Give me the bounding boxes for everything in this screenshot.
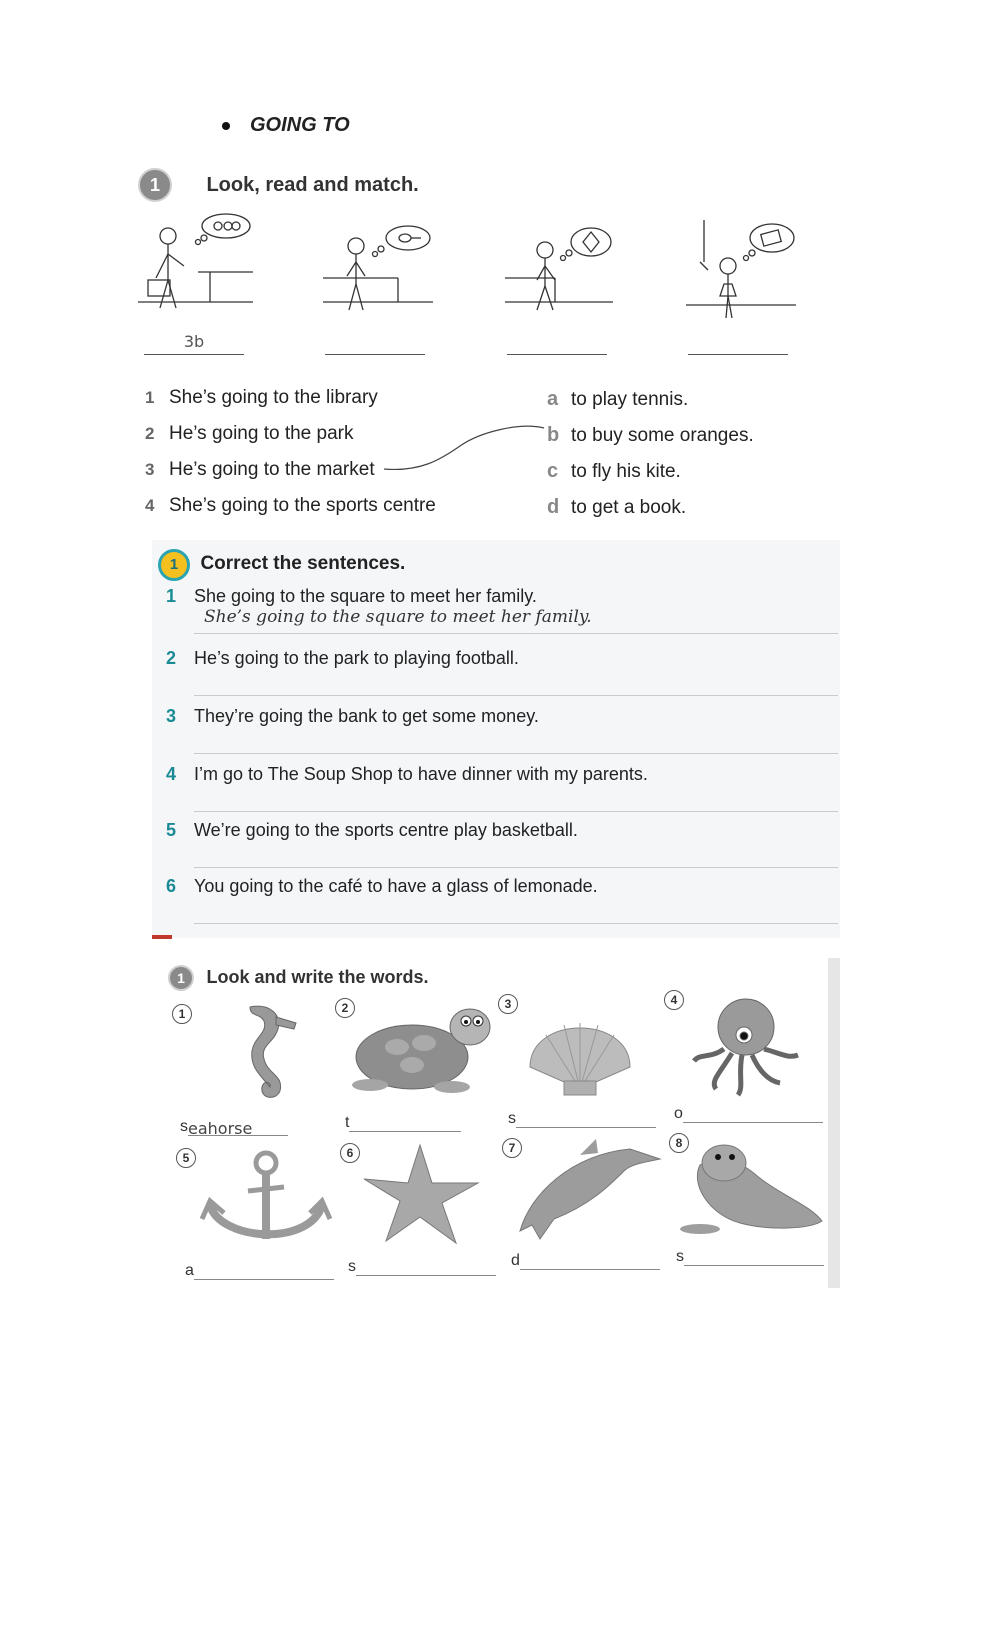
word-fill [194,1263,334,1280]
sea-pictures-row2 [180,1135,830,1255]
picture-man-market [138,214,253,308]
left-item[interactable] [145,380,436,416]
right-item[interactable] [547,381,754,417]
answer-line[interactable] [194,727,838,754]
sentence-number: 2 [166,648,177,668]
match-right-list [547,381,754,525]
answer-line[interactable] [194,841,838,868]
item-text: to fly his kite. [571,461,681,482]
item-text: to get a book. [571,497,687,518]
sentence-content: He’s going to the park to playing football. [194,648,519,668]
sentence-list [166,586,838,932]
first-letter: d [511,1252,520,1269]
sentence-text [166,876,838,897]
sentence-text [166,820,838,841]
dolphin-picture [520,1139,660,1239]
seahorse-picture [250,1006,296,1097]
word-answer-4[interactable] [674,1105,823,1123]
exercise3-header [168,965,428,991]
title-text: GOING TO [250,114,350,136]
word-answer-1[interactable] [180,1118,288,1136]
sentence-item [166,648,838,706]
picture-girl-tennis [323,226,433,310]
answer-line[interactable]: She’s going to the square to meet her family. [194,607,838,634]
sentence-item [166,764,838,820]
answer-line-4[interactable] [688,332,788,355]
item-number: 4 [145,496,155,515]
sentence-content: I’m go to The Soup Shop to have dinner with my parents. [194,764,648,784]
sentence-content: We’re going to the sports centre play basketball. [194,820,578,840]
sentence-number: 1 [166,586,177,606]
picture-boy-kite [505,228,613,310]
starfish-picture [364,1145,478,1243]
sentence-item [166,706,838,764]
turtle-picture [352,1009,490,1093]
sentence-number: 6 [166,876,177,896]
exercise1-heading: Look, read and match. [206,174,419,196]
answer-line-3[interactable] [507,332,607,355]
word-fill [356,1259,496,1276]
item-number-badge: 1 [172,1004,192,1024]
item-number-badge: 7 [502,1138,522,1158]
exercise3-heading: Look and write the words. [206,967,429,987]
item-number-badge: 2 [335,998,355,1018]
answer-line-2[interactable] [325,332,425,355]
item-text: to buy some oranges. [571,425,754,446]
exercise1-number-badge: 1 [138,168,172,202]
sentence-number: 4 [166,764,177,784]
word-answer-3[interactable] [508,1110,656,1128]
word-fill: eahorse [188,1119,288,1136]
item-letter: c [547,460,559,482]
sentence-text [166,764,838,785]
item-number: 1 [145,388,155,407]
exercise1-pictures [138,210,798,330]
bullet-dot [222,122,230,130]
exercise1-header [138,168,419,202]
first-letter: s [676,1248,684,1265]
sentence-text [166,648,838,669]
item-text: He’s going to the park [169,423,354,444]
answer-line-1[interactable]: 3b [144,332,244,355]
word-answer-5[interactable] [185,1262,334,1280]
octopus-picture [694,999,798,1095]
sentence-item [166,586,838,648]
word-answer-6[interactable] [348,1258,496,1276]
word-fill [516,1111,656,1128]
first-letter: t [345,1114,350,1131]
item-letter: a [547,388,559,410]
sentence-number: 3 [166,706,177,726]
word-fill [349,1115,461,1132]
item-number: 3 [145,460,155,479]
sentence-text [166,586,838,607]
picture-girl-book [686,220,796,318]
word-fill [684,1249,824,1266]
exercise2-number-badge: 1 [158,549,190,581]
anchor-picture [202,1153,330,1239]
first-letter: s [180,1118,188,1135]
word-answer-8[interactable] [676,1248,824,1266]
item-number-badge: 6 [340,1143,360,1163]
first-letter: a [185,1262,194,1279]
item-number-badge: 4 [664,990,684,1010]
first-letter: s [508,1110,516,1127]
panel-corner-mark [152,935,172,939]
item-letter: d [547,496,560,518]
seal-picture [680,1145,822,1234]
item-text: She’s going to the sports centre [169,495,436,516]
exercise2-header [158,549,405,581]
item-number-badge: 3 [498,994,518,1014]
word-answer-7[interactable] [511,1252,660,1270]
exercise2-heading: Correct the sentences. [200,553,406,574]
sentence-item [166,876,838,932]
worksheet-title [222,114,350,137]
right-item[interactable] [547,489,754,525]
item-number: 2 [145,424,155,443]
answer-line[interactable] [194,897,838,924]
exercise3-number-badge: 1 [168,965,194,991]
sea-pictures-row1 [180,995,830,1105]
answer-line[interactable] [194,669,838,696]
sentence-content: She going to the square to meet her family. [194,586,537,606]
first-letter: s [348,1258,356,1275]
item-text: He’s going to the market [169,459,375,480]
shell-picture [530,1023,630,1095]
sentence-text [166,706,838,727]
item-text: to play tennis. [571,389,689,410]
item-letter: b [547,424,560,446]
item-number-badge: 8 [669,1133,689,1153]
sentence-content: You going to the café to have a glass of lemonade. [194,876,598,896]
item-number-badge: 5 [176,1148,196,1168]
item-text: She’s going to the library [169,387,378,408]
right-item[interactable] [547,417,754,453]
left-item[interactable] [145,488,436,524]
right-item[interactable] [547,453,754,489]
sentence-item [166,820,838,876]
answer-line[interactable] [194,785,838,812]
first-letter: o [674,1105,683,1122]
sentence-content: They’re going the bank to get some money. [194,706,539,726]
sentence-number: 5 [166,820,177,840]
match-connector-line [380,420,550,480]
word-fill [683,1106,823,1123]
word-answer-2[interactable] [345,1114,461,1132]
word-fill [520,1253,660,1270]
